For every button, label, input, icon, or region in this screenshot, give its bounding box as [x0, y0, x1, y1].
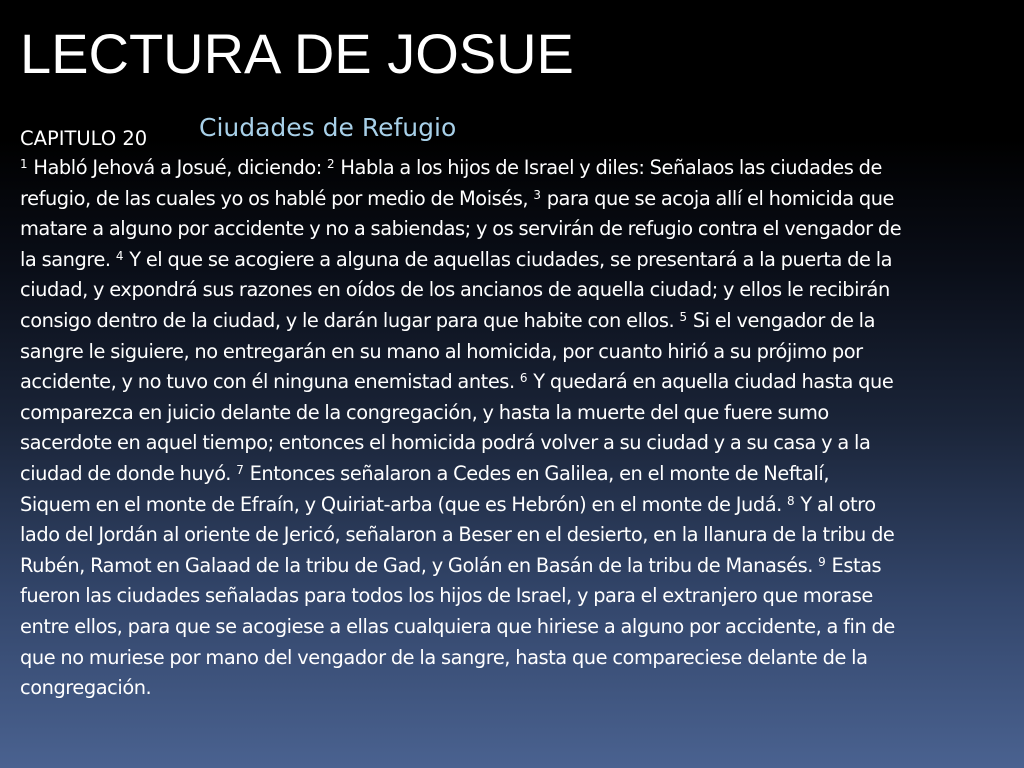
verse-number: 3 [533, 187, 541, 202]
passage-text: consigo dentro de la ciudad, y le darán lugar para que habite con ellos. [20, 308, 680, 332]
passage-text: para que se acoja allí el homicida que [541, 186, 895, 210]
slide-subtitle: Ciudades de Refugio [199, 113, 457, 142]
passage-line [20, 214, 1004, 245]
passage-line [20, 428, 1004, 459]
verse-number: 2 [327, 157, 335, 171]
passage-line [20, 337, 1004, 368]
passage-line [20, 673, 1004, 704]
passage-text: lado del Jordán al oriente de Jericó, señalaron a Beser en el desierto, en la llanura de la tribu de [20, 523, 895, 547]
passage-text: Siquem en el monte de Efraín, y Quiriat-arba (que es Hebrón) en el monte de Judá. [20, 492, 788, 516]
passage-line [20, 490, 1004, 521]
passage-text: Rubén, Ramot en Galaad de la tribu de Gad, y Golán en Basán de la tribu de Manasés. [20, 553, 819, 577]
passage-line [20, 153, 1004, 184]
passage-text: congregación. [20, 676, 152, 700]
verse-number: 1 [20, 157, 28, 171]
passage-line [20, 520, 1004, 551]
passage-text: Y quedará en aquella ciudad hasta que [528, 370, 894, 394]
passage-text: sacerdote en aquel tiempo; entonces el homicida podrá volver a su ciudad y a su casa y a la [20, 431, 871, 455]
passage-line [20, 612, 1004, 643]
passage-text: Y al otro [795, 492, 876, 516]
passage-text: entre ellos, para que se acogiese a ellas cualquiera que hiriese a alguno por accidente, a fin de [20, 614, 895, 638]
passage-line [20, 275, 1004, 306]
verse-number: 8 [787, 493, 795, 508]
passage-line [20, 184, 1004, 215]
passage-line [20, 398, 1004, 429]
chapter-label: CAPITULO 20 [20, 127, 148, 150]
verse-number: 5 [679, 309, 687, 324]
passage-text: fueron las ciudades señaladas para todos los hijos de Israel, y para el extranjero que morase [20, 584, 873, 608]
passage-text: Y el que se acogiere a alguna de aquellas ciudades, se presentará a la puerta de la [124, 247, 893, 271]
passage-line [20, 459, 1004, 490]
passage-text: Entonces señalaron a Cedes en Galilea, en el monte de Neftalí, [244, 461, 830, 485]
passage-text: la sangre. [20, 247, 116, 271]
passage-text: accidente, y no tuvo con él ninguna enemistad antes. [20, 370, 520, 394]
verse-number: 9 [818, 554, 826, 569]
passage-text: matare a alguno por accidente y no a sabiendas; y os servirán de refugio contra el vengador de [20, 217, 902, 241]
passage-text: comparezca en juicio delante de la congregación, y hasta la muerte del que fuere sumo [20, 400, 829, 424]
passage-line [20, 306, 1004, 337]
passage-text: Habló Jehová a Josué, diciendo: [28, 156, 328, 179]
passage-text: Estas [826, 553, 882, 577]
passage-text: ciudad, y expondrá sus razones en oídos de los ancianos de aquella ciudad; y ellos le recibirán [20, 278, 890, 302]
passage-text: sangre le siguiere, no entregarán en su mano al homicida, por cuanto hirió a su prójimo por [20, 339, 863, 363]
passage-line [20, 643, 1004, 674]
passage-text: refugio, de las cuales yo os hablé por medio de Moisés, [20, 186, 534, 210]
passage-line [20, 581, 1004, 612]
verse-number: 4 [115, 248, 124, 263]
passage-text: ciudad de donde huyó. [20, 461, 237, 485]
passage-text: Si el vengador de la [687, 308, 876, 332]
verse-number: 7 [236, 462, 244, 477]
verse-number: 6 [519, 371, 528, 386]
scripture-passage [20, 153, 1010, 704]
passage-line [20, 551, 1004, 582]
passage-line [20, 245, 1004, 276]
passage-line [20, 367, 1004, 398]
passage-text: que no muriese por mano del vengador de la sangre, hasta que compareciese delante de la [20, 645, 868, 669]
passage-text: Habla a los hijos de Israel y diles: Señalaos las ciudades de [335, 156, 882, 179]
slide-title: LECTURA DE JOSUE [20, 22, 574, 85]
